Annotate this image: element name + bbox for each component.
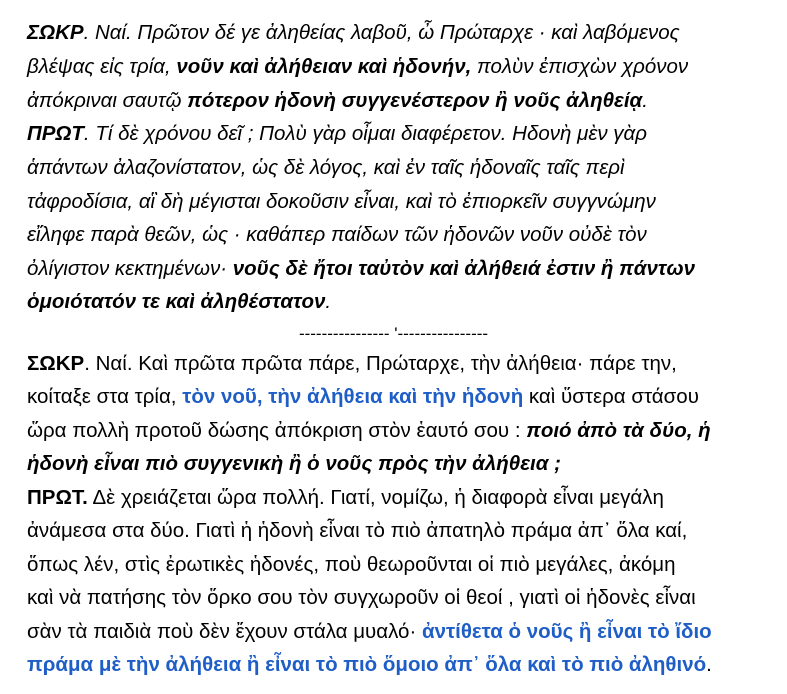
emphasis-text: πότερον ἡδονὴ συγγενέστερον ἢ νοῦς ἀληθείᾳ — [187, 89, 643, 112]
modern-text: καὶ ὕστερα στάσου — [523, 385, 699, 408]
ancient-text: πολὺν ἐπισχὼν χρόνον — [471, 55, 689, 78]
ancient-line-5: ἁπάντων ἀλαζονίστατον, ὡς δὲ λόγος, καὶ ἐν ταῖς ἡδοναῖς ταῖς περὶ — [27, 156, 625, 179]
emphasis-text: ποιό ἀπὸ τὰ δύο, ἡ — [526, 419, 711, 442]
speaker-socrates: ΣΩΚΡ — [27, 21, 84, 44]
highlight-text: τὸν νοῦ, τὴν ἀλήθεια καὶ τὴν ἡδονὴ — [182, 385, 524, 408]
ancient-line-4 — [27, 122, 647, 146]
modern-text: Δὲ χρειάζεται ὥρα πολλή. Γιατί, νομίζω, ἡ διαφορὰ εἶναι μεγάλη — [87, 486, 664, 509]
section-separator: ---------------- '---------------- — [298, 324, 489, 343]
modern-line-5 — [27, 486, 664, 510]
ancient-line-3 — [27, 89, 648, 113]
ancient-text: . Τί δὲ χρόνου δεῖ ; Πολὺ γὰρ οἶμαι διαφέρετον. Ηδονὴ μὲν γὰρ — [83, 122, 647, 145]
ancient-line-8 — [27, 257, 695, 281]
ancient-line-9 — [27, 290, 331, 314]
ancient-line-1 — [27, 21, 680, 45]
modern-line-7: ὅπως λέν, στὶς ἐρωτικὲς ἡδονές, ποὺ θεωροῦνται οἱ πιὸ μεγάλες, ἀκόμη — [27, 553, 676, 576]
speaker-protarchus: ΠΡΩΤ. — [27, 486, 88, 509]
ancient-text: . — [325, 290, 332, 313]
modern-line-9 — [27, 620, 712, 644]
speaker-protarchus: ΠΡΩΤ — [27, 122, 84, 145]
modern-line-4: ἡδονὴ εἶναι πιὸ συγγενικὴ ἢ ὁ νοῦς πρὸς τὴν ἀλήθεια ; — [27, 452, 561, 475]
modern-line-3 — [27, 419, 711, 443]
highlight-text: ἀντίθετα ὁ νοῦς ἢ εἶναι τὸ ἴδιο — [421, 620, 712, 643]
ancient-text: ὀλίγιστον κεκτημένων· — [27, 257, 233, 280]
ancient-text: . — [642, 89, 648, 112]
modern-text: . Ναί. Καὶ πρῶτα πρῶτα πάρε, Πρώταρχε, τὴν ἀλήθεια· πάρε την, — [84, 352, 677, 375]
ancient-text: ἀπόκριναι σαυτῷ — [27, 89, 188, 112]
ancient-line-7: εἴληφε παρὰ θεῶν, ὡς · καθάπερ παίδων τῶν ἡδονῶν νοῦν οὐδὲ τὸν — [27, 223, 647, 246]
ancient-line-2 — [27, 55, 688, 79]
speaker-socrates: ΣΩΚΡ — [27, 352, 85, 375]
modern-line-8: καὶ νὰ πατήσης τὸν ὅρκο σου τὸν συγχωροῦν οἱ θεοί , γιατὶ οἱ ἡδονὲς εἶναι — [27, 586, 696, 609]
modern-line-2 — [27, 385, 699, 409]
modern-text: σὰν τὰ παιδιὰ ποὺ δὲν ἔχουν στάλα μυαλό· — [27, 620, 422, 643]
modern-line-10 — [27, 653, 712, 677]
modern-text: κοίταξε στα τρία, — [27, 385, 183, 408]
modern-text: ὥρα πολλὴ προτοῦ δώσης ἀπόκριση στὸν ἑαυτό σου : — [27, 419, 527, 442]
ancient-text: . Ναί. Πρῶτον δέ γε ἀληθείας λαβοῦ, ὦ Πρώταρχε · καὶ λαβόμενος — [83, 21, 680, 44]
ancient-text: βλέψας εἰς τρία, — [27, 55, 177, 78]
modern-text: . — [706, 653, 712, 676]
highlight-text: πράμα μὲ τὴν ἀλήθεια ἢ εἶναι τὸ πιὸ ὅμοιο ἀπ᾽ ὅλα καὶ τὸ πιὸ ἀληθινό — [27, 653, 707, 676]
modern-line-6: ἀνάμεσα στα δύο. Γιατὶ ἡ ἡδονὴ εἶναι τὸ πιὸ ἀπατηλὸ πράμα ἀπ᾽ ὅλα καί, — [27, 519, 688, 542]
emphasis-text: ὁμοιότατόν τε καὶ ἀληθέστατον — [27, 290, 326, 313]
modern-line-1 — [27, 352, 677, 376]
emphasis-text: νοῦς δὲ ἤτοι ταὐτὸν καὶ ἀλήθειά ἐστιν ἢ πάντων — [232, 257, 696, 280]
emphasis-text: νοῦν καὶ ἀλήθειαν καὶ ἡδονήν, — [176, 55, 472, 78]
ancient-line-6: τἀφροδίσια, αἳ δὴ μέγισται δοκοῦσιν εἶναι, καὶ τὸ ἐπιορκεῖν συγγνώμην — [27, 190, 656, 213]
